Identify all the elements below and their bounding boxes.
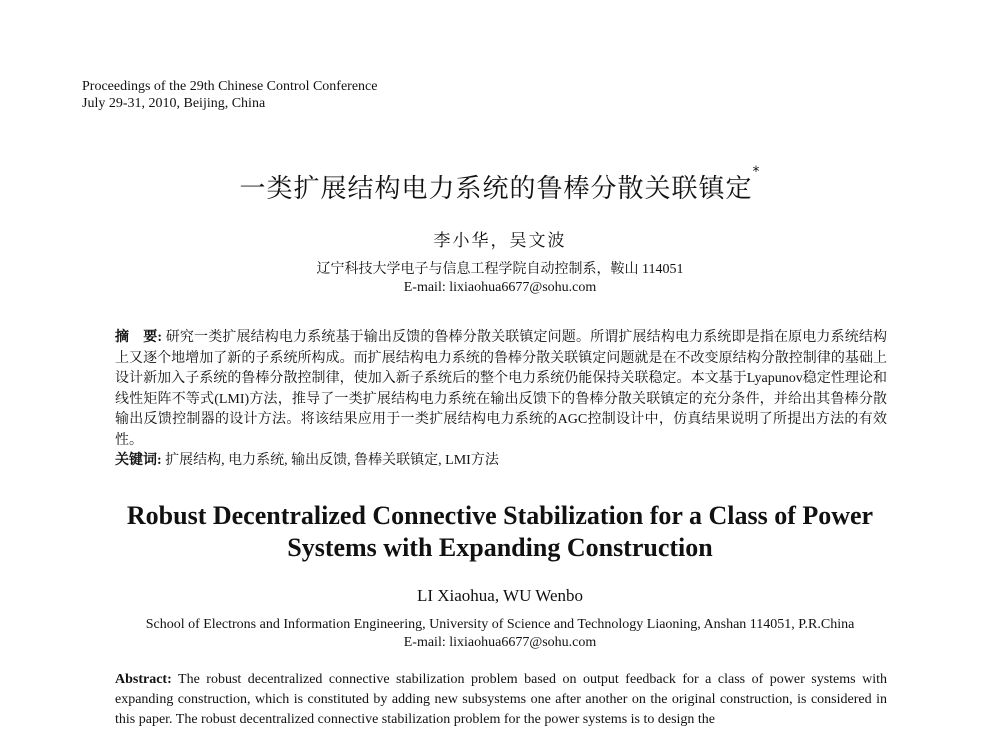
english-title	[0, 500, 1000, 564]
chinese-title	[0, 164, 1000, 205]
chinese-abstract	[115, 328, 887, 451]
english-authors: LI Xiaohua, WU Wenbo	[416, 586, 584, 605]
chinese-authors: 李小华，吴文波	[433, 231, 567, 251]
title-footnote-mark: *	[752, 164, 761, 180]
chinese-keywords-label: 关键词:	[115, 453, 162, 468]
english-title-line1: Robust Decentralized Connective Stabilization for a Class of Power	[126, 501, 874, 530]
chinese-affiliation: 辽宁科技大学电子与信息工程学院自动控制系，鞍山 114051	[316, 262, 684, 277]
chinese-affiliation-block	[0, 261, 1000, 297]
english-abstract-text: The robust decentralized connective stabilization problem based on output feedback for a class of power systems with expanding construction, which is constituted by adding new subsystems one after another on the original construction, is considered in this paper. The robust decentralized connective stabilization problem for the power systems is to design the	[115, 672, 887, 727]
proceedings-date: July 29-31, 2010, Beijing, China	[82, 96, 266, 111]
chinese-abstract-text: 研究一类扩展结构电力系统基于输出反馈的鲁棒分散关联镇定问题。所谓扩展结构电力系统即是指在原电力系统结构上又逐个地增加了新的子系统所构成。而扩展结构电力系统的鲁棒分散关联镇定问题就是在不改变原结构分散控制律的基础上设计新加入子系统的鲁棒分散控制律，使加入新子系统后的整个电力系统仍能保持关联稳定。本文基于Lyapunov稳定性理论和线性矩阵不等式(LMI)方法，推导了一类扩展结构电力系统在输出反馈下的鲁棒分散关联镇定的充分条件，并给出其鲁棒分散输出反馈控制器的设计方法。将该结果应用于一类扩展结构电力系统的AGC控制设计中，仿真结果说明了所提出方法的有效性。	[115, 330, 887, 448]
chinese-keywords-text: 扩展结构, 电力系统, 输出反馈, 鲁棒关联镇定, LMI方法	[161, 453, 499, 468]
english-title-line2: Systems with Expanding Construction	[287, 533, 713, 562]
chinese-email: E-mail: lixiaohua6677@sohu.com	[403, 280, 597, 295]
chinese-title-text: 一类扩展结构电力系统的鲁棒分散关联镇定	[239, 174, 753, 204]
english-affiliation: School of Electrons and Information Engineering, University of Science and Technology Liaoning, Anshan 114051, P.R.China	[145, 617, 855, 632]
english-abstract	[115, 670, 887, 730]
english-abstract-label: Abstract:	[115, 672, 172, 687]
english-affiliation-block	[0, 616, 1000, 652]
english-email: E-mail: lixiaohua6677@sohu.com	[403, 635, 597, 650]
proceedings-title: Proceedings of the 29th Chinese Control Conference	[82, 79, 378, 94]
chinese-keywords	[115, 451, 887, 471]
proceedings-header	[82, 78, 377, 112]
chinese-abstract-label: 摘 要:	[115, 330, 163, 345]
